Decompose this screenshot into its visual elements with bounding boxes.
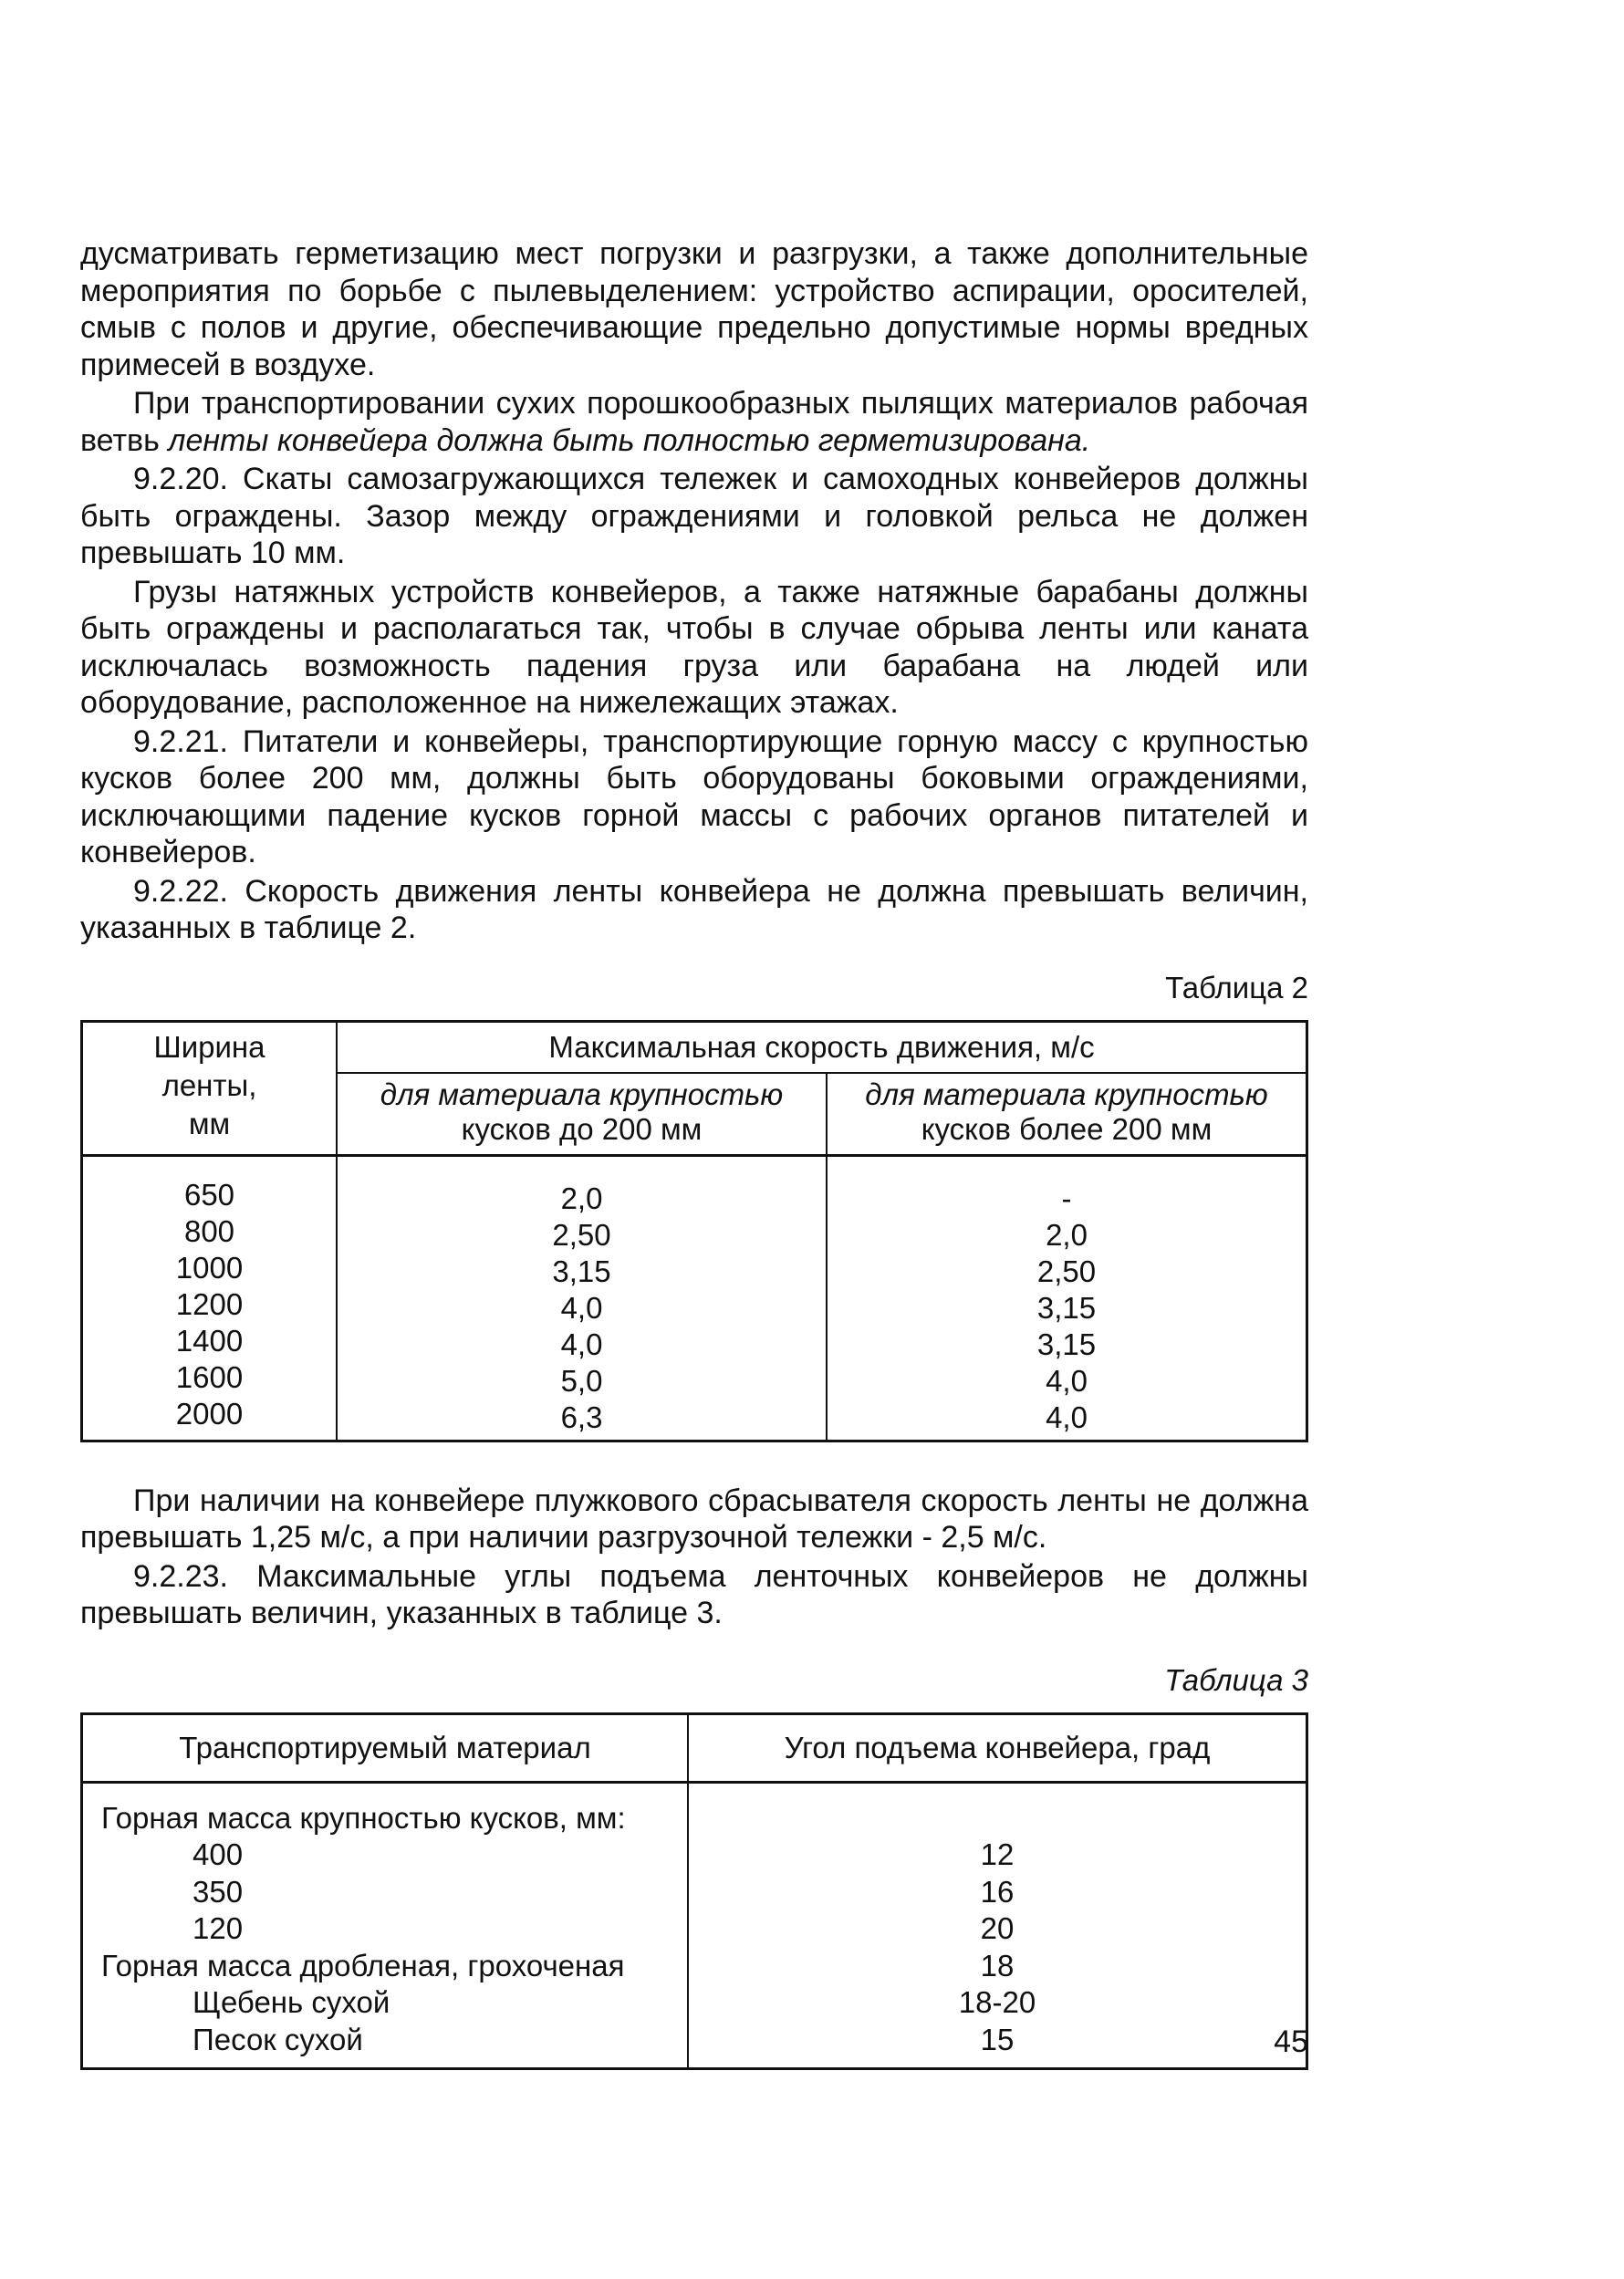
width-values: 650 800 1000 1200 1400 1600 2000	[82, 1155, 338, 1441]
table-3-caption: Таблица 3	[1164, 1662, 1308, 1697]
table-3	[80, 1712, 1308, 2071]
paragraph	[80, 385, 1308, 459]
paragraph-text: При транспортировании сухих порошкообразных пылящих материалов рабочая ветвь	[80, 386, 1308, 458]
table-2	[80, 1020, 1308, 1442]
speed-small-values: 2,0 2,50 3,15 4,0 4,0 5,0 6,3	[337, 1155, 827, 1441]
page-content	[80, 235, 1308, 2070]
paragraph: При наличии на конвейере плужкового сбрасывателя скорость ленты не должна превышать 1,25 м/с, а при наличии разгрузочной тележки - 2,5 м/с.	[80, 1483, 1308, 1555]
paragraph: 9.2.22. Скорость движения ленты конвейера не должна превышать величин, указанных в таблице 2.	[80, 873, 1308, 945]
speed-large-values: - 2,0 2,50 3,15 3,15 4,0 4,0	[827, 1155, 1307, 1441]
paragraph: дусматривать герметизацию мест погрузки и разгрузки, а также дополнительные мероприятия по борьбе с пылевыделением: устройство аспирации, оросителей, смыв с полов и другие, обеспечивающие предельно допустимые нормы вредных примесей в воздухе.	[80, 236, 1308, 382]
angle-values: 12 16 20 18 18-20 15	[688, 1782, 1307, 2069]
page-number: 45	[1274, 2024, 1308, 2059]
paragraph: 9.2.23. Максимальные углы подъема ленточных конвейеров не должны превышать величин, указанных в таблице 3.	[80, 1558, 1308, 1630]
width-column-header: Ширина ленты, мм	[82, 1021, 338, 1155]
speed-small-header: для материала крупностью кусков до 200 мм	[337, 1073, 827, 1156]
paragraph: 9.2.21. Питатели и конвейеры, транспортирующие горную массу с крупностью кусков более 200 мм, должны быть оборудованы боковыми ограждениями, исключающими падение кусков горной массы с рабочих органов питателей и конвейеров.	[80, 723, 1308, 869]
material-values: Горная масса крупностью кусков, мм: 400 350 120 Горная масса дробленая, грохоченая Щебень сухой Песок сухой	[82, 1782, 689, 2069]
paragraph: Грузы натяжных устройств конвейеров, а также натяжные барабаны должны быть ограждены и располагаться так, чтобы в случае обрыва ленты или каната исключалась возможность падения груза или барабана на людей или оборудование, расположенное на нижележащих этажах.	[80, 574, 1308, 720]
paragraph-italic-text: ленты конвейера должна быть полностью герметизирована.	[168, 422, 1091, 458]
speed-large-header: для материала крупностью кусков более 200 мм	[827, 1073, 1307, 1156]
angle-column-header: Угол подъема конвейера, град	[688, 1713, 1307, 1782]
paragraph: 9.2.20. Скаты самозагружающихся тележек и самоходных конвейеров должны быть ограждены. Зазор между ограждениями и головкой рельса не должен превышать 10 мм.	[80, 462, 1308, 570]
speed-column-header: Максимальная скорость движения, м/с	[337, 1021, 1307, 1073]
material-column-header: Транспортируемый материал	[82, 1713, 689, 1782]
table-2-caption: Таблица 2	[1165, 970, 1308, 1004]
